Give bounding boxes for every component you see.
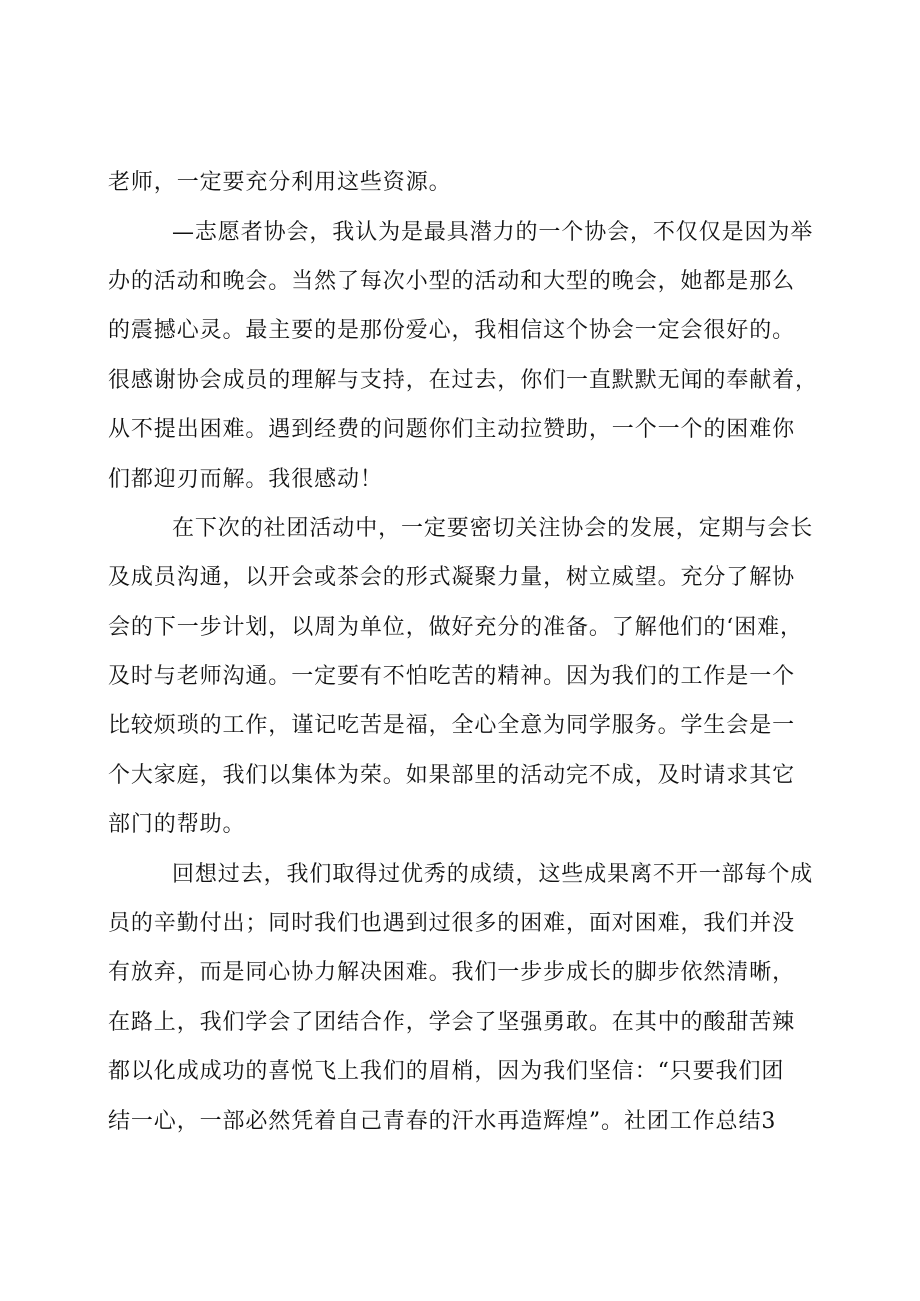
text-line: 的震撼心灵。最主要的是那份爱心，我相信这个协会一定会很好的。 (108, 318, 796, 343)
text-line: 在路上，我们学会了团结合作，学会了坚强勇敢。在其中的酸甜苦辣 (108, 1010, 796, 1035)
text-line: 回想过去，我们取得过优秀的成绩，这些成果离不开一部每个成 (172, 862, 814, 887)
text-line: 们都迎刃而解。我很感动！ (108, 467, 383, 492)
text-line: 在下次的社团活动中，一定要密切关注协会的发展，定期与会长 (172, 516, 814, 541)
text-line: 都以化成成功的喜悦飞上我们的眉梢，因为我们坚信：“只要我们团 (108, 1059, 785, 1084)
text-line: 有放弃，而是同心协力解决困难。我们一步步成长的脚步依然清晰， (108, 960, 796, 985)
text-line: 个大家庭，我们以集体为荣。如果部里的活动完不成，及时请求其它 (108, 763, 796, 788)
text-line: 比较烦琐的工作，谨记吃苦是福，全心全意为同学服务。学生会是一 (108, 713, 796, 738)
text-line: 从不提出困难。遇到经费的问题你们主动拉赞助，一个一个的困难你 (108, 417, 796, 442)
text-line: 办的活动和晚会。当然了每次小型的活动和大型的晚会，她都是那么 (108, 269, 796, 294)
text-line: 及成员沟通，以开会或茶会的形式凝聚力量，树立威望。充分了解协 (108, 565, 796, 590)
text-line: 很感谢协会成员的理解与支持，在过去，你们一直默默无闻的奉献着， (108, 368, 818, 393)
text-line: —志愿者协会，我认为是最具潜力的一个协会，不仅仅是因为举 (172, 220, 814, 245)
text-line: 结一心，一部必然凭着自己青春的汗水再造辉煌”。社团工作总结3 (108, 1109, 777, 1134)
text-line: 部门的帮助。 (108, 812, 246, 837)
text-line: 会的下一步计划，以周为单位，做好充分的准备。了解他们的‘困难， (108, 615, 803, 640)
text-line: 老师，一定要充分利用这些资源。 (108, 170, 452, 195)
text-line: 员的辛勤付出；同时我们也遇到过很多的困难，面对困难，我们并没 (108, 911, 796, 936)
text-line: 及时与老师沟通。一定要有不怕吃苦的精神。因为我们的工作是一个 (108, 664, 796, 689)
